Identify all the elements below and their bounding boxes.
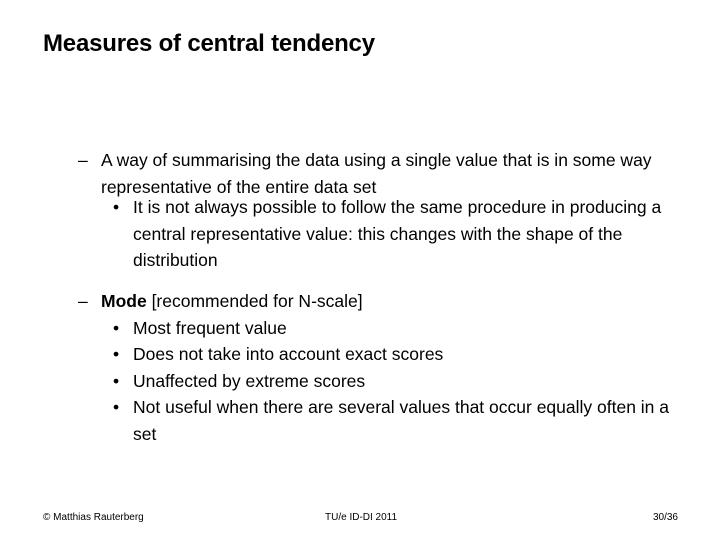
mode-note: [recommended for N-scale] (146, 291, 363, 311)
bullet-marker: • (113, 344, 120, 364)
footer-course: TU/e ID-DI 2011 (325, 512, 398, 523)
dash-marker: – (78, 291, 88, 311)
bullet-marker: • (113, 397, 120, 417)
footer-page-number: 30/36 (652, 512, 678, 523)
mode-term: Mode (101, 291, 147, 311)
section1-text: A way of summarising the data using a single value that is in some way representative of the entire data set (101, 150, 652, 197)
bullet-marker: • (113, 197, 120, 217)
section2-bullet-4: Not useful when there are several values that occur equally often in a set (133, 397, 670, 444)
bullet-marker: • (113, 371, 120, 391)
dash-marker: – (78, 150, 88, 170)
section1-bullet-1: It is not always possible to follow the same procedure in producing a central representative value: this changes with the shape of the distribution (133, 197, 662, 270)
section2-bullet-2: Does not take into account exact scores (133, 344, 444, 364)
footer-copyright: © Matthias Rauterberg (43, 512, 144, 523)
section2-bullet-3: Unaffected by extreme scores (133, 371, 366, 391)
section2-heading (101, 288, 661, 315)
slide-title: Measures of central tendency (43, 30, 375, 57)
bullet-marker: • (113, 318, 120, 338)
section2-bullet-1: Most frequent value (133, 318, 287, 338)
